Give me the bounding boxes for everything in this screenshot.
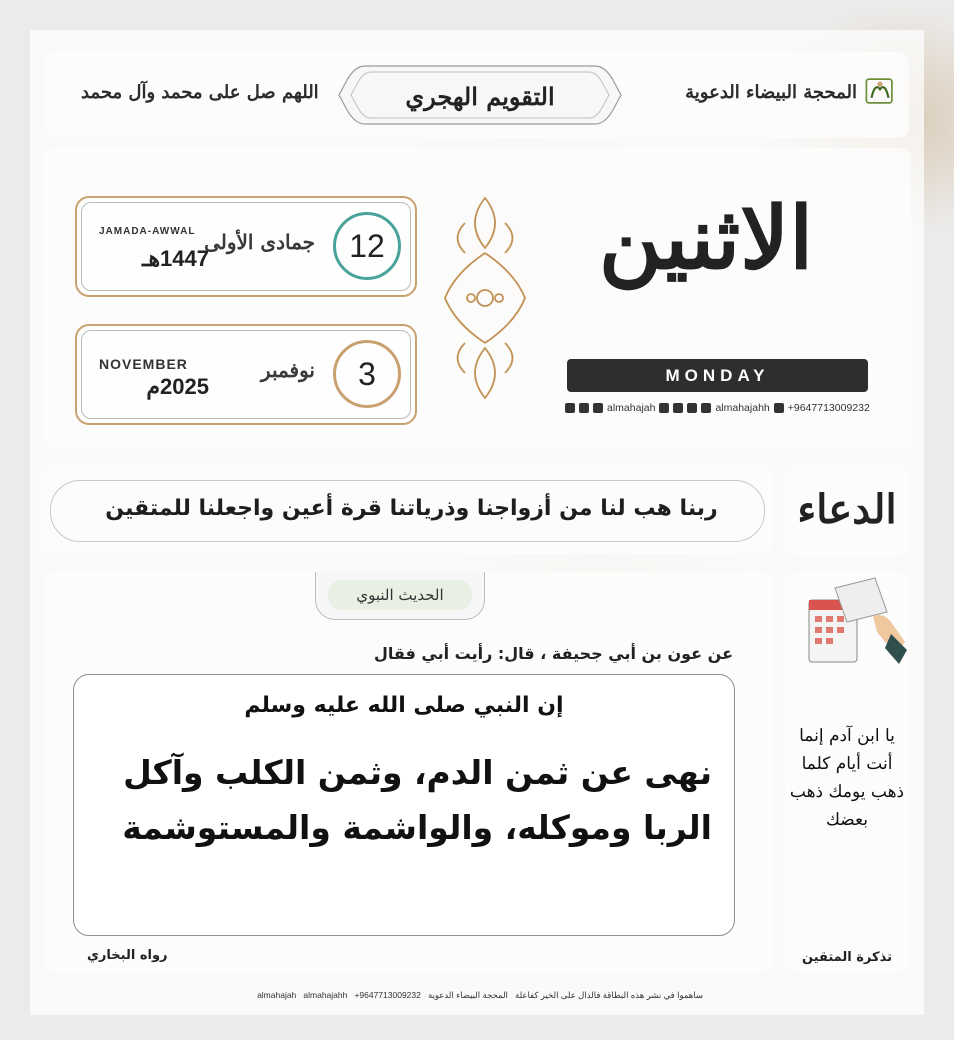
footer-handle-1[interactable]: almahajah bbox=[257, 990, 297, 1000]
salawat-text: اللهم صل على محمد وآل محمد bbox=[81, 82, 319, 103]
hadith-narration: عن عون بن أبي جحيفة ، قال: رأيت أبي فقال bbox=[373, 644, 733, 663]
social-links bbox=[565, 402, 870, 414]
calendar-hand-icon bbox=[795, 572, 907, 672]
hadith-text-box bbox=[73, 674, 735, 936]
day-name-english: MONDAY bbox=[567, 359, 868, 392]
header-bar bbox=[45, 52, 909, 138]
hijri-month-arabic: جمادى الأولى bbox=[204, 230, 315, 254]
reminder-text: يا ابن آدم إنما أنت أيام كلما ذهب يومك ذهب بعضك bbox=[789, 726, 905, 830]
gregorian-month-english: NOVEMBER bbox=[99, 356, 188, 372]
footer-brand: المحجة البيضاء الدعوية bbox=[427, 990, 508, 1000]
hadith-line-1: إن النبي صلى الله عليه وسلم bbox=[244, 693, 564, 718]
hadith-tag bbox=[315, 572, 485, 620]
page-title: التقويم الهجري bbox=[405, 82, 555, 111]
hadith-tag-label: الحديث النبوي bbox=[328, 580, 472, 610]
hadith-source: رواه البخاري bbox=[87, 948, 168, 963]
hijri-year: 1447هـ bbox=[142, 246, 209, 271]
whatsapp-icon[interactable] bbox=[774, 403, 784, 413]
telegram-icon[interactable] bbox=[579, 403, 589, 413]
x-icon[interactable] bbox=[659, 403, 669, 413]
footer bbox=[150, 990, 810, 1001]
gregorian-day: 3 bbox=[333, 340, 401, 408]
dua-text: ربنا هب لنا من أزواجنا وذرياتنا قرة أعين واجعلنا للمتقين bbox=[105, 496, 718, 521]
gregorian-date-box bbox=[75, 324, 417, 425]
brand-logo-icon bbox=[863, 74, 897, 108]
dua-panel bbox=[40, 466, 773, 554]
reminder-caption: تذكرة المتقين bbox=[802, 950, 892, 965]
facebook-icon[interactable] bbox=[565, 403, 575, 413]
title-frame bbox=[335, 60, 625, 130]
instagram-icon[interactable] bbox=[687, 403, 697, 413]
threads-icon[interactable] bbox=[701, 403, 711, 413]
brand-name: المحجة البيضاء الدعوية bbox=[685, 82, 857, 103]
dua-label: الدعاء bbox=[797, 486, 897, 533]
gregorian-year: 2025م bbox=[146, 374, 209, 399]
social-handle-1[interactable]: almahajah bbox=[607, 402, 656, 414]
day-name-arabic: الاثنين bbox=[598, 188, 814, 289]
reminder-panel bbox=[785, 572, 909, 972]
ornament-icon bbox=[435, 193, 535, 403]
hadith-panel bbox=[45, 572, 773, 972]
phone-number[interactable]: +9647713009232 bbox=[787, 402, 870, 414]
hadith-body: نهى عن ثمن الدم، وثمن الكلب وآكل الربا وموكله، والواشمة والمستوشمة bbox=[122, 753, 712, 847]
youtube-icon[interactable] bbox=[593, 403, 603, 413]
hijri-date-box bbox=[75, 196, 417, 297]
hijri-day: 12 bbox=[333, 212, 401, 280]
gregorian-month-arabic: نوفمبر bbox=[260, 358, 315, 382]
tiktok-icon[interactable] bbox=[673, 403, 683, 413]
footer-phone[interactable]: +9647713009232 bbox=[354, 990, 421, 1000]
day-panel bbox=[43, 148, 911, 448]
hijri-month-english: JAMADA-AWWAL bbox=[99, 226, 196, 237]
social-handle-2[interactable]: almahajahh bbox=[715, 402, 770, 414]
footer-slogan: ساهموا في نشر هذه البطاقة فالدال على الخير كفاعلة bbox=[515, 990, 703, 1000]
dua-label-panel bbox=[785, 466, 909, 556]
footer-handle-2[interactable]: almahajahh bbox=[303, 990, 348, 1000]
